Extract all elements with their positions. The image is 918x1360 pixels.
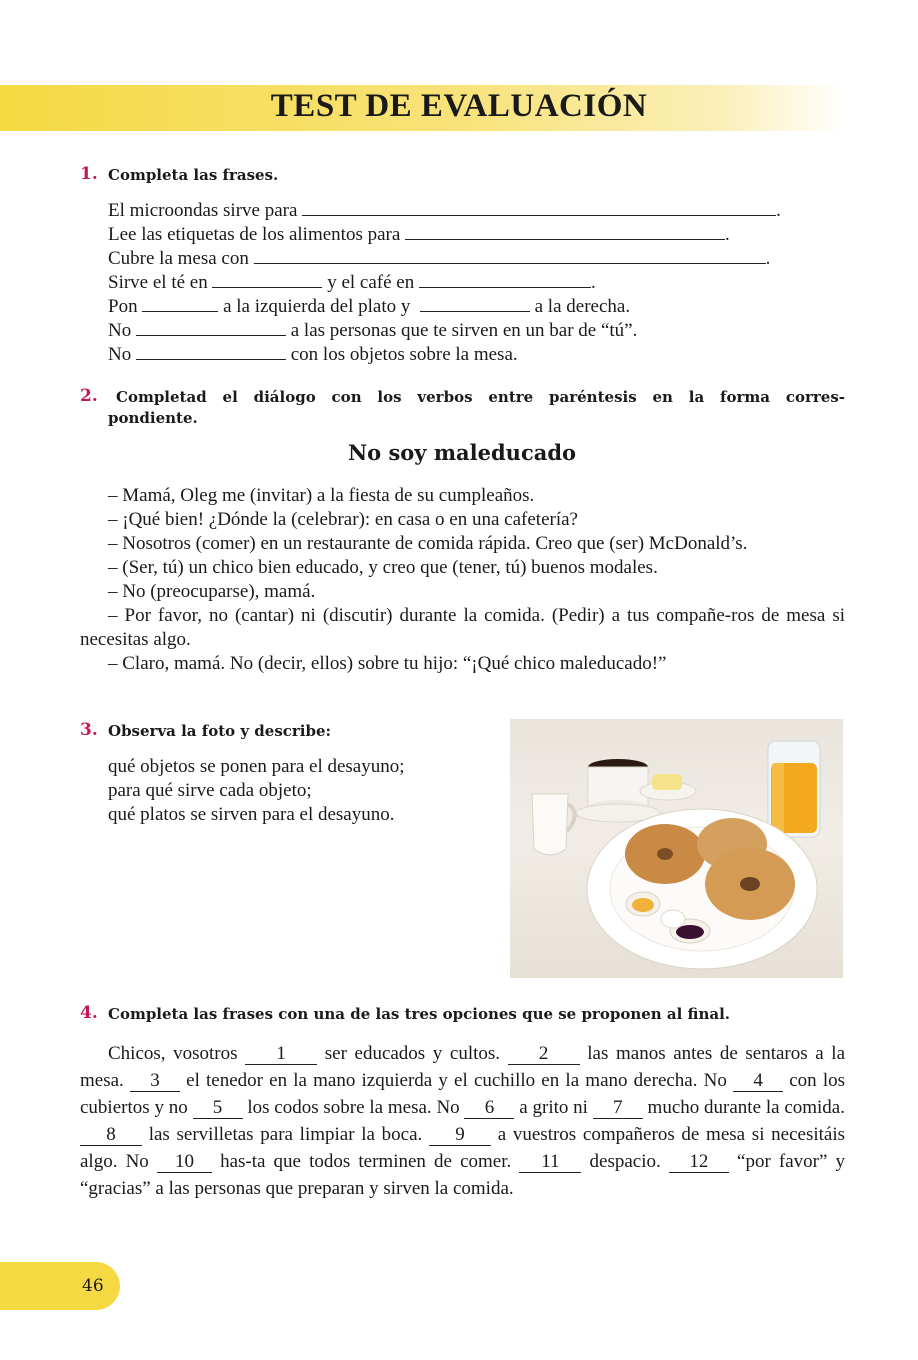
- ex3-item: qué platos se sirven para el desayuno.: [108, 804, 395, 825]
- gap-8: 8: [80, 1125, 142, 1146]
- ex3-item: para qué sirve cada objeto;: [108, 780, 312, 801]
- dialogue-line: – Mamá, Oleg me (invitar) a la fiesta de su cumpleaños.: [108, 485, 535, 506]
- dialogue: [80, 484, 845, 676]
- page-title: TEST DE EVALUACIÓN: [270, 88, 648, 124]
- exercise-3-heading: Observa la foto y describe:: [108, 722, 332, 740]
- ex1-line-2: Lee las etiquetas de los alimentos para .: [108, 224, 730, 245]
- ex1-line-4: Sirve el té en y el café en .: [108, 272, 596, 293]
- ex1-line-5: Pon a la izquierda del plato y a la derecha.: [108, 296, 631, 317]
- cloze-text: Chicos, vosotros 1 ser educados y cultos. 2 las manos antes de sentaros a la mesa. 3 el tenedor en la mano izquierda y el cuchillo en la mano derecha. No 4 con los cubiertos y no 5 los codos sobre la mesa. No 6 a grito ni 7 mucho durante la comida. 8 las servilletas para limpiar la boca. 9 a vuestros compañeros de mesa si necesitáis algo. No 10 has-ta que todos terminen de comer. 11 despacio. 12 “por favor” y “gracias” a las personas que preparan y sirven la comida.: [80, 1043, 846, 1199]
- exercise-2-number: 2.: [80, 386, 98, 406]
- gap-10: 10: [157, 1152, 212, 1173]
- gap-3: 3: [130, 1071, 180, 1092]
- ex1-line-6: No a las personas que te sirven en un bar de “tú”.: [108, 320, 638, 341]
- ex1-line-7: No con los objetos sobre la mesa.: [108, 344, 518, 365]
- ex1-line-3: Cubre la mesa con .: [108, 248, 771, 269]
- exercise-4-heading: Completa las frases con una de las tres opciones que se proponen al final.: [108, 1005, 731, 1023]
- exercise-3-number: 3.: [80, 720, 98, 740]
- dialogue-line: – Por favor, no (cantar) ni (discutir) durante la comida. (Pedir) a tus compañe-ros de mesa si necesitas algo.: [80, 605, 845, 650]
- dialogue-line: – Claro, mamá. No (decir, ellos) sobre tu hijo: “¡Qué chico maleducado!”: [108, 653, 667, 674]
- breakfast-photo: [510, 719, 843, 978]
- gap-4: 4: [733, 1071, 783, 1092]
- breakfast-illustration: [510, 719, 843, 978]
- dialogue-title: No soy maleducado: [347, 440, 577, 465]
- exercise-1-number: 1.: [80, 164, 98, 184]
- ex3-item: qué objetos se ponen para el desayuno;: [108, 756, 405, 777]
- page-number: 46: [82, 1276, 104, 1296]
- exercise-4-number: 4.: [80, 1003, 98, 1023]
- gap-11: 11: [519, 1152, 581, 1173]
- dialogue-line: – No (preocuparse), mamá.: [108, 581, 316, 602]
- exercise-1-heading: Completa las frases.: [108, 166, 279, 184]
- dialogue-line: – ¡Qué bien! ¿Dónde la (celebrar): en casa o en una cafetería?: [108, 509, 578, 530]
- dialogue-line: – Nosotros (comer) en un restaurante de comida rápida. Creo que (ser) McDonald’s.: [108, 533, 748, 554]
- ex1-line-1: El microondas sirve para .: [108, 200, 781, 221]
- gap-9: 9: [429, 1125, 491, 1146]
- gap-5: 5: [193, 1098, 243, 1119]
- gap-7: 7: [593, 1098, 643, 1119]
- exercise-2-heading-line-2: pondiente.: [108, 409, 198, 427]
- exercise-2-heading-line-1: Completad el diálogo con los verbos entre paréntesis en la forma corres-: [116, 388, 845, 406]
- gap-6: 6: [464, 1098, 514, 1119]
- dialogue-line: – (Ser, tú) un chico bien educado, y creo que (tener, tú) buenos modales.: [108, 557, 658, 578]
- gap-1: 1: [245, 1044, 317, 1065]
- gap-12: 12: [669, 1152, 729, 1173]
- gap-2: 2: [508, 1044, 580, 1065]
